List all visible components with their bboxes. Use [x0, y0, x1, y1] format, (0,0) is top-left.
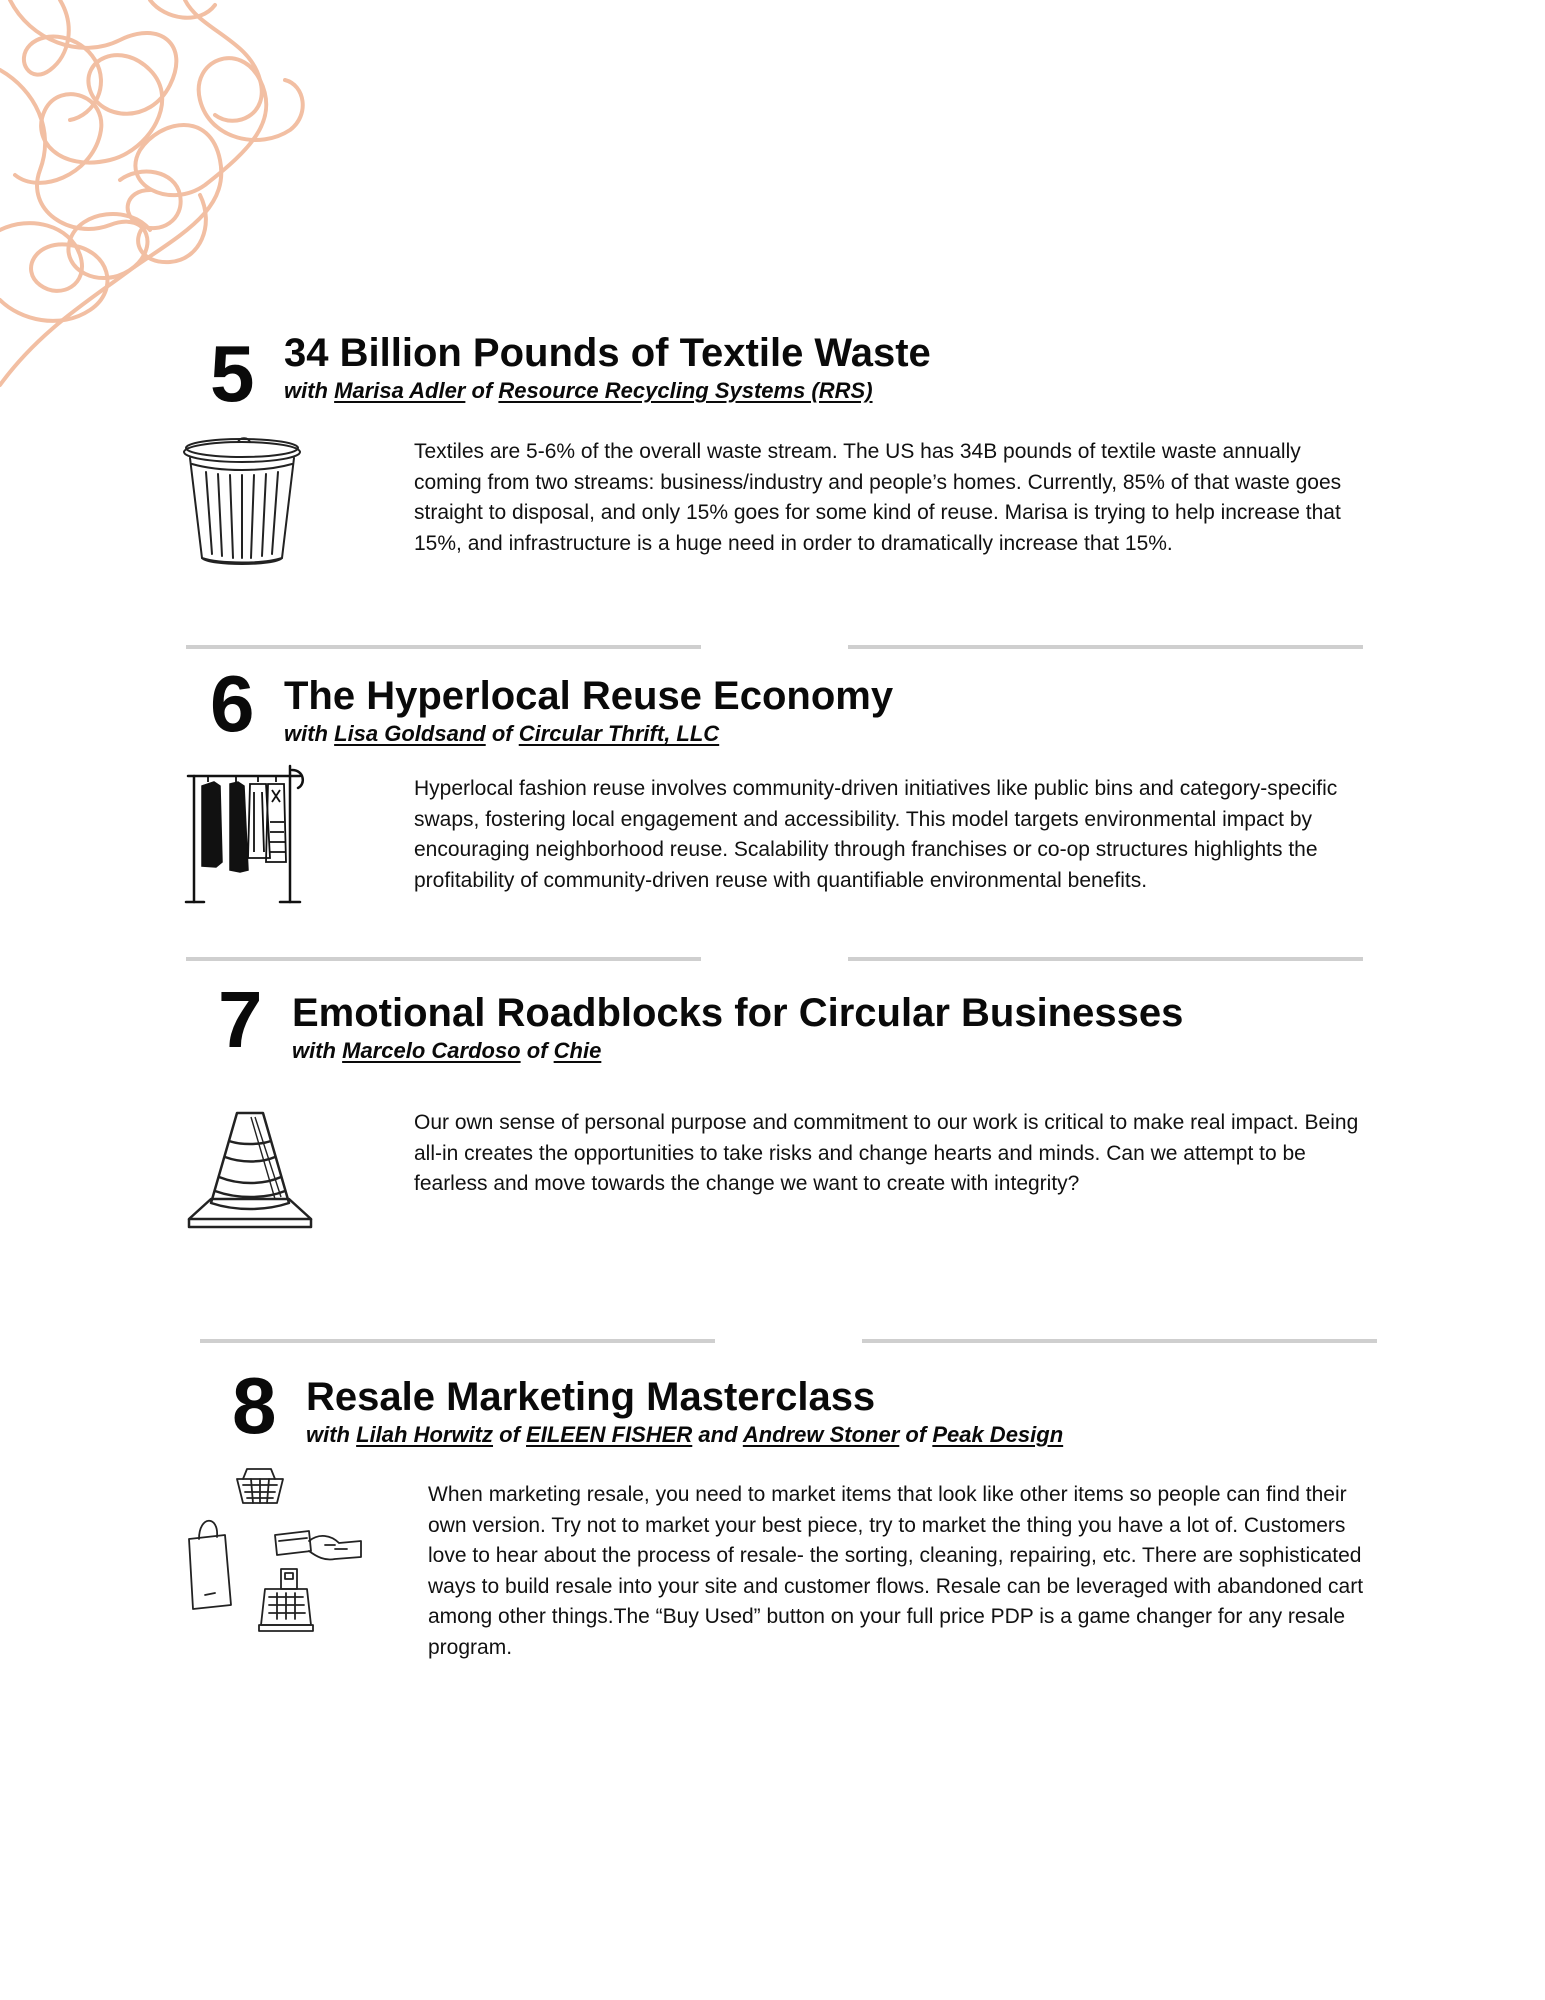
divider: [186, 645, 701, 649]
section-byline: with Lilah Horwitz of EILEEN FISHER and Andrew Stoner of Peak Design: [306, 1422, 1064, 1447]
section-title: The Hyperlocal Reuse Economy: [284, 674, 894, 718]
section-number: 5: [210, 329, 253, 418]
decorative-squiggle-icon: [0, 0, 320, 400]
section-body: Textiles are 5-6% of the overall waste stream. The US has 34B pounds of textile waste annually coming from two streams: business/industry and people’s homes. Currently, 85% of that waste goes straight to disposal, and only 15% goes for some kind of reuse. Marisa is trying to help increase that 15%, and infrastructure is a huge need in order to dramatically increase that 15%.: [414, 440, 1342, 555]
speaker-link[interactable]: Lilah Horwitz: [356, 1422, 494, 1447]
section-title: Resale Marketing Masterclass: [306, 1375, 876, 1419]
organization-link[interactable]: Peak Design: [932, 1422, 1064, 1447]
organization-link[interactable]: EILEEN FISHER: [526, 1422, 693, 1447]
section-number: 6: [210, 659, 253, 748]
section-body: Hyperlocal fashion reuse involves community-driven initiatives like public bins and category-specific swaps, fostering local engagement and accessibility. This model targets environmental impact by encouraging neighborhood reuse. Scalability through franchises or co-op structures highlights the profitability of community-driven reuse with quantifiable environmental benefits.: [414, 777, 1338, 892]
section-body: Our own sense of personal purpose and commitment to our work is critical to make real impact. Being all-in creates the opportunities to take risks and change hearts and minds. Can we attempt to be fearless and move towards the change we want to create with integrity?: [414, 1111, 1359, 1195]
organization-link[interactable]: Chie: [553, 1038, 602, 1063]
section-title: 34 Billion Pounds of Textile Waste: [284, 331, 931, 375]
trash-can-icon: [180, 434, 310, 574]
speaker-link[interactable]: Andrew Stoner: [742, 1422, 900, 1447]
section-title: Emotional Roadblocks for Circular Businesses: [292, 991, 1184, 1035]
section-byline: with Marcelo Cardoso of Chie: [292, 1038, 602, 1063]
divider: [200, 1339, 715, 1343]
section-body: When marketing resale, you need to market items that look like other items so people can find their own version. Try not to market your best piece, try to market the thing you have a lot of. Customers love to hear about the process of resale- the sorting, cleaning, repairing, etc. There are sophisticated ways to build resale into your site and customer flows. Resale can be leveraged with abandoned cart among other things.The “Buy Used” button on your full price PDP is a game changer for any resale program.: [428, 1483, 1364, 1659]
organization-link[interactable]: Circular Thrift, LLC: [518, 721, 720, 746]
clothing-rack-icon: [180, 762, 310, 907]
divider: [862, 1339, 1377, 1343]
speaker-link[interactable]: Lisa Goldsand: [334, 721, 486, 746]
section-number: 8: [232, 1361, 275, 1450]
section-byline: with Lisa Goldsand of Circular Thrift, LLC: [284, 721, 720, 746]
shopping-items-icon: [185, 1465, 365, 1645]
speaker-link[interactable]: Marcelo Cardoso: [342, 1038, 521, 1063]
section-byline: with Marisa Adler of Resource Recycling Systems (RRS): [284, 378, 873, 403]
organization-link[interactable]: Resource Recycling Systems (RRS): [498, 378, 873, 403]
speaker-link[interactable]: Marisa Adler: [334, 378, 466, 403]
divider: [848, 957, 1363, 961]
section-number: 7: [218, 975, 261, 1064]
divider: [186, 957, 701, 961]
divider: [848, 645, 1363, 649]
traffic-cone-icon: [185, 1107, 315, 1237]
